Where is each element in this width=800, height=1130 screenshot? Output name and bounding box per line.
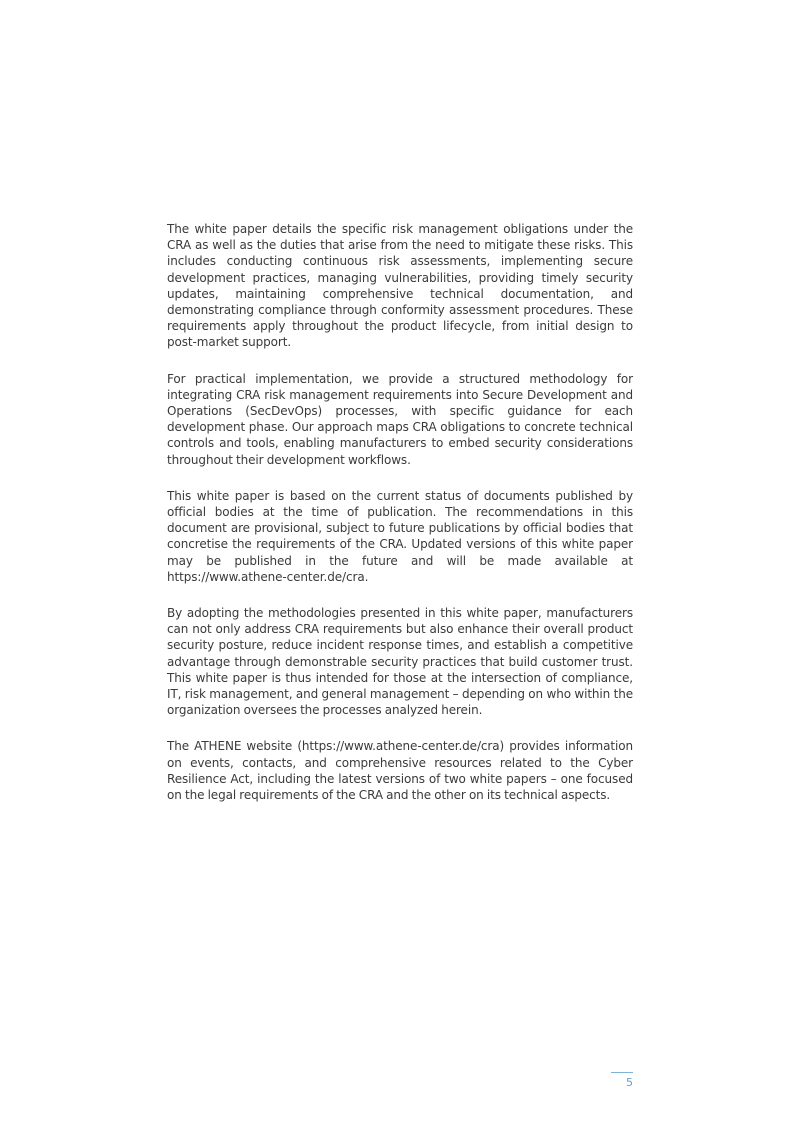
paragraph-benefits: By adopting the methodologies presented in this white paper, manufacturers can not only address CRA requirements but also enhance their overall product security posture, reduce incident response times, and establish a competitive advantage through demonstrable security practices that build customer trust. This white paper is thus intended for those at the intersection of compliance, IT, risk management, and general management – depending on who within the organization oversees the processes analyzed herein. — [167, 606, 633, 718]
paragraph-implementation: For practical implementation, we provide a structured methodology for integrating CRA risk management requirements into Secure Development and Operations (SecDevOps) processes, with specific guidance for each development phase. Our approach maps CRA obligations to concrete technical controls and tools, enabling manufacturers to embed security considerations throughout their development workflows. — [167, 371, 633, 467]
paragraph-risk-obligations: The white paper details the specific risk management obligations under the CRA as well as the duties that arise from the need to mitigate these risks. This includes conducting continuous risk assessments, implementing secure development practices, managing vulnerabilities, providing timely security updates, maintaining comprehensive technical documentation, and demonstrating compliance through conformity assessment procedures. These requirements apply throughout the product lifecycle, from initial design to post-market support. — [167, 222, 633, 350]
page-number-rule — [611, 1072, 633, 1073]
paragraph-athene-website: The ATHENE website (https://www.athene-center.de/cra) provides information on events, contacts, and comprehensive resources related to the Cyber Resilience Act, including the latest versions of two white papers – one focused on the legal requirements of the CRA and the other on its technical aspects. — [167, 739, 633, 803]
body-text — [167, 221, 633, 823]
paragraph-status-disclaimer: This white paper is based on the current status of documents published by official bodies at the time of publication. The recommendations in this document are provisional, subject to future publications by official bodies that concretise the requirements of the CRA. Updated versions of this white paper may be published in the future and will be made available at https://www.athene-center.de/cra. — [167, 488, 633, 584]
page-number: 5 — [626, 1076, 633, 1089]
